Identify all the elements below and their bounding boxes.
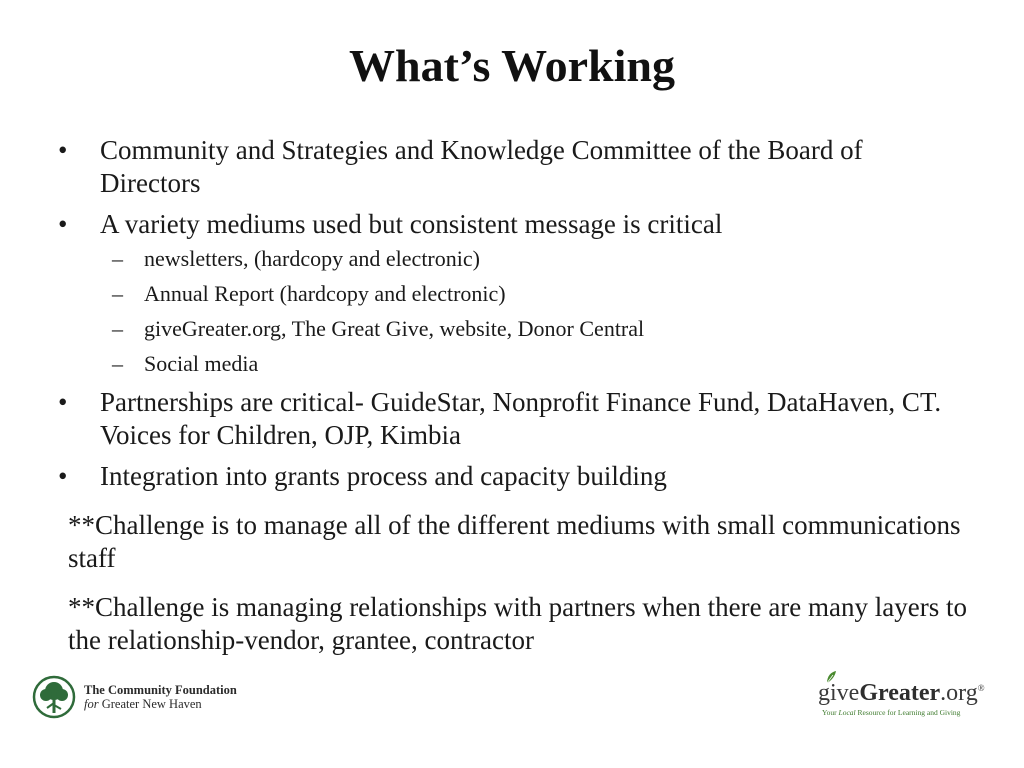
givegreater-logo bbox=[818, 670, 998, 720]
bullet-item bbox=[58, 134, 958, 200]
sub-bullet-item bbox=[100, 315, 958, 343]
bullet-marker: • bbox=[58, 461, 68, 491]
bullet-marker: • bbox=[58, 387, 68, 417]
sub-bullet-text: giveGreater.org, The Great Give, website, Donor Central bbox=[144, 316, 645, 341]
sub-bullet-item bbox=[100, 245, 958, 273]
bullet-item bbox=[58, 386, 958, 452]
sub-bullet-item bbox=[100, 280, 958, 308]
bullet-text: Community and Strategies and Knowledge Committee of the Board of Directors bbox=[100, 135, 863, 198]
bullet-text: Partnerships are critical- GuideStar, Nonprofit Finance Fund, DataHaven, CT. Voices for Children, OJP, Kimbia bbox=[100, 387, 942, 450]
sub-bullet-marker: – bbox=[112, 316, 123, 341]
bullet-item bbox=[58, 460, 958, 493]
givegreater-wordmark: giveGreater.org® bbox=[818, 680, 985, 706]
challenge-note: **Challenge is managing relationships with partners when there are many layers to the relationship-vendor, grantee, contractor bbox=[68, 592, 967, 655]
bullet-item bbox=[58, 208, 958, 378]
bullet-text: Integration into grants process and capacity building bbox=[100, 461, 667, 491]
sub-bullet-text: newsletters, (hardcopy and electronic) bbox=[144, 246, 480, 271]
slide-title: What’s Working bbox=[349, 40, 675, 91]
bullet-text: A variety mediums used but consistent message is critical bbox=[100, 209, 723, 239]
sub-bullet-list bbox=[100, 245, 958, 378]
bullet-list bbox=[58, 134, 958, 501]
foundation-name-line2: for Greater New Haven bbox=[84, 697, 202, 711]
bullet-marker: • bbox=[58, 209, 68, 239]
sub-bullet-text: Annual Report (hardcopy and electronic) bbox=[144, 281, 506, 306]
bullet-marker: • bbox=[58, 135, 68, 165]
community-foundation-logo bbox=[32, 674, 237, 720]
sub-bullet-marker: – bbox=[112, 351, 123, 376]
sub-bullet-text: Social media bbox=[144, 351, 259, 376]
tree-icon bbox=[32, 675, 76, 719]
challenge-notes bbox=[68, 509, 968, 673]
challenge-note: **Challenge is to manage all of the different mediums with small communications staff bbox=[68, 510, 961, 573]
sub-bullet-marker: – bbox=[112, 246, 123, 271]
sub-bullet-item bbox=[100, 350, 958, 378]
sub-bullet-marker: – bbox=[112, 281, 123, 306]
foundation-name-line1: The Community Foundation bbox=[84, 683, 237, 697]
givegreater-tagline: Your Local Resource for Learning and Giving bbox=[822, 708, 961, 717]
